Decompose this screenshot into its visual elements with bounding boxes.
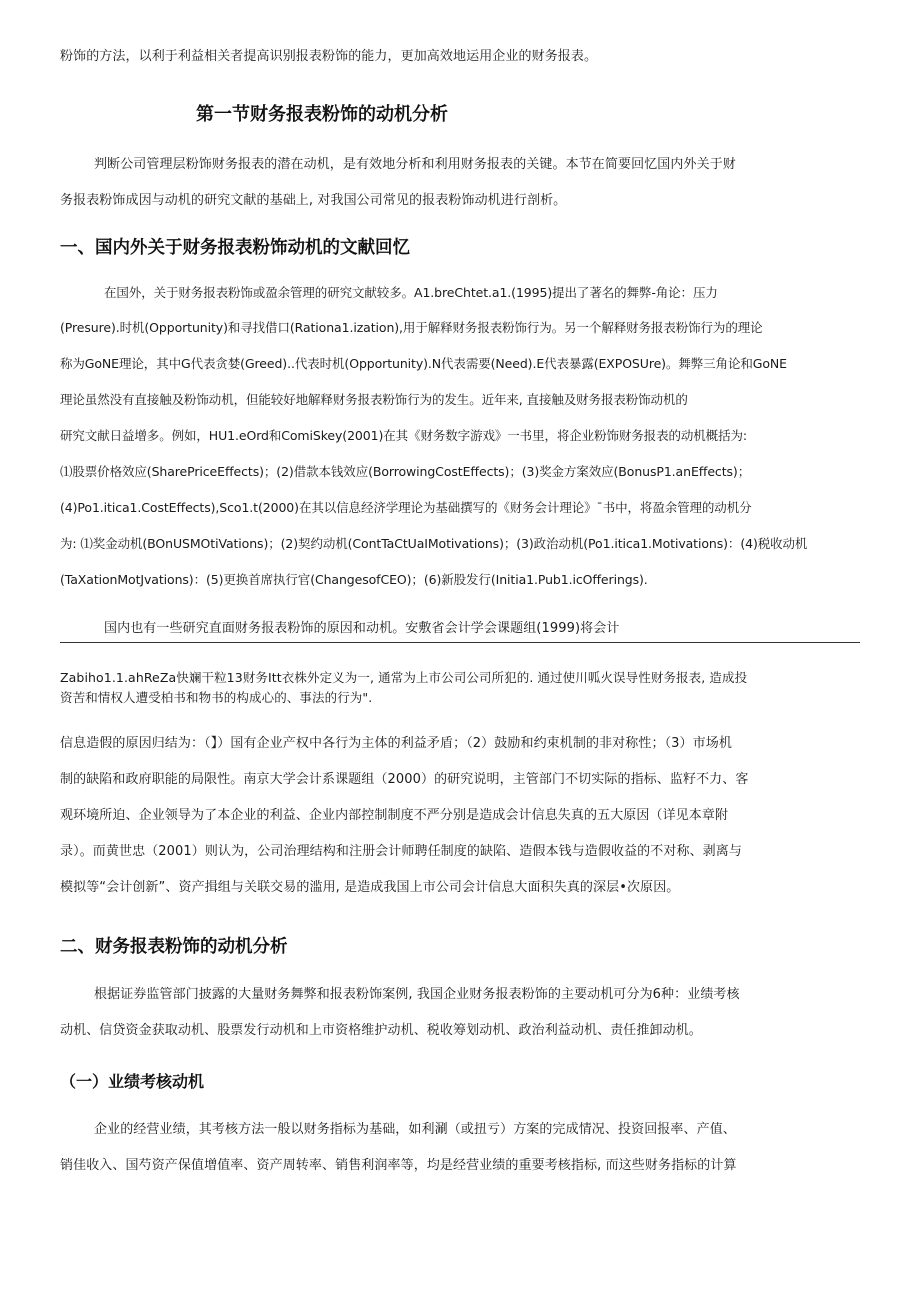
paragraph-line: 信息造假的原因归结为：（】）国有企业产权中各行为主体的利益矛盾；（2）鼓励和约束机制的非对称性；（3）市场机 [60, 736, 732, 751]
paragraph-line: 制的缺陷和政府职能的局限性。南京大学会计系课题组（2000）的研究说明，主管部门不切实际的指标、监籽不力、客 [60, 772, 749, 787]
paragraph-line: 模拟等“会计创新”、资产揖组与关联交易的滥用, 是造成我国上市公司会计信息大面积失真的深层•次原因。 [60, 880, 680, 895]
paragraph-line: ⑴股票价格效应(SharePriceEffects)；(2)借款本钱效应(BorrowingCostEffects)；(3)奖金方案效应(BonusP1.anEffects)； [60, 464, 751, 479]
paragraph-line: (TaXationMotJvations)：(5)更换首席执行官(ChangesofCEO)；(6)新股发行(Initia1.Pub1.icOfferings). [60, 572, 648, 587]
subheading-performance-motive: （一）业绩考核动机 [60, 1072, 205, 1091]
paragraph-line: 为: ⑴奖金动机(BOnUSMOtiVations)；(2)契约动机(ContTaCtUaIMotivations)；(3)政治动机(Po1.itica1.Motivations)：(4)税收动机 [60, 536, 808, 551]
footnote-line: Zabiho1.1.ahReZa快斓干粒13财务Itt衣株外定义为一, 通常为上市公司公司所犯的. 通过使川呱火误导性财务报表, 造成投 [60, 670, 748, 685]
paragraph-line: 企业的经营业绩，其考核方法一般以财务指标为基础，如利涮（或扭亏）方案的完成情况、投资回报率、产值、 [94, 1122, 736, 1137]
paragraph-line: 录）。而黄世忠（2001）则认为，公司治理结构和注册会计师聘任制度的缺陷、造假本钱与造假收益的不对称、剥离与 [60, 844, 742, 859]
paragraph-line: 称为GoNE理论，其中G代表贪婪(Greed)..代表时机(Opportunity).N代表需要(Need).E代表暴露(EXPOSUre)。舞弊三角论和GoNE [60, 356, 787, 371]
paragraph-line: (Presure).时机(Opportunity)和寻找借口(Rationa1.ization),用于解释财务报表粉饰行为。另一个解释财务报表粉饰行为的理论 [60, 320, 763, 335]
paragraph-line: 理论虽然没有直接触及粉饰动机，但能较好地解释财务报表粉饰行为的发生。近年来, 直接触及财务报表粉饰动机的 [60, 392, 688, 407]
paragraph-line: 国内也有一些研究直面财务报表粉饰的原因和动机。安敷省会计学会课题组(1999)将会计 [104, 621, 620, 636]
paragraph-line: 在国外，关于财务报表粉饰或盈余管理的研究文献较多。A1.breChtet.a1.(1995)提出了著名的舞弊-角论：压力 [104, 285, 718, 300]
paragraph-line: 销佳收入、国芍资产保值增值率、资产周转率、销售利润率等，均是经营业绩的重要考核指标, 而这些财务指标的计算 [60, 1158, 737, 1173]
paragraph-line: 务报表粉饰成因与动机的研究文献的基础上, 对我国公司常见的报表粉饰动机进行剖析。 [60, 193, 567, 208]
paragraph-line: (4)Po1.itica1.CostEffects),Sco1.t(2000)在其以信息经济学理论为基础撰写的《财务会计理论》¯书中，将盈余管理的动机分 [60, 500, 752, 515]
footnote-line: 资苦和情权人遭受柏书和物书的构成心的、事法的行为". [60, 690, 373, 705]
paragraph-line: 观环境所迫、企业领导为了本企业的利益、企业内部控制制度不严分别是造成会计信息失真的五大原因（详见本章附 [60, 808, 729, 823]
section-title: 第一节财务报表粉饰的动机分析 [196, 104, 448, 125]
footnote-divider [60, 642, 860, 643]
paragraph-line: 动机、信贷资金获取动机、股票发行动机和上市资格维护动机、税收筹划动机、政治利益动机、责任推卸动机。 [60, 1023, 702, 1038]
paragraph-line: 研究文献日益增多。例如，HU1.eOrd和ComiSkey(2001)在其《财务数字游戏》一书里，将企业粉饰财务报表的动机概括为: [60, 428, 747, 443]
paragraph-line: 判断公司管理层粉饰财务报表的潜在动机，是有效地分析和利用财务报表的关键。本节在简要回忆国内外关于财 [94, 157, 736, 172]
heading-literature-review: 一、国内外关于财务报表粉饰动机的文献回忆 [60, 238, 410, 258]
paragraph-line: 根据证券监管部门披露的大量财务舞弊和报表粉饰案例, 我国企业财务报表粉饰的主要动机可分为6种：业绩考核 [94, 987, 740, 1002]
paragraph-line: 粉饰的方法，以利于利益相关者提高识别报表粉饰的能力，更加高效地运用企业的财务报表。 [60, 49, 598, 64]
heading-motive-analysis: 二、财务报表粉饰的动机分析 [60, 937, 288, 957]
